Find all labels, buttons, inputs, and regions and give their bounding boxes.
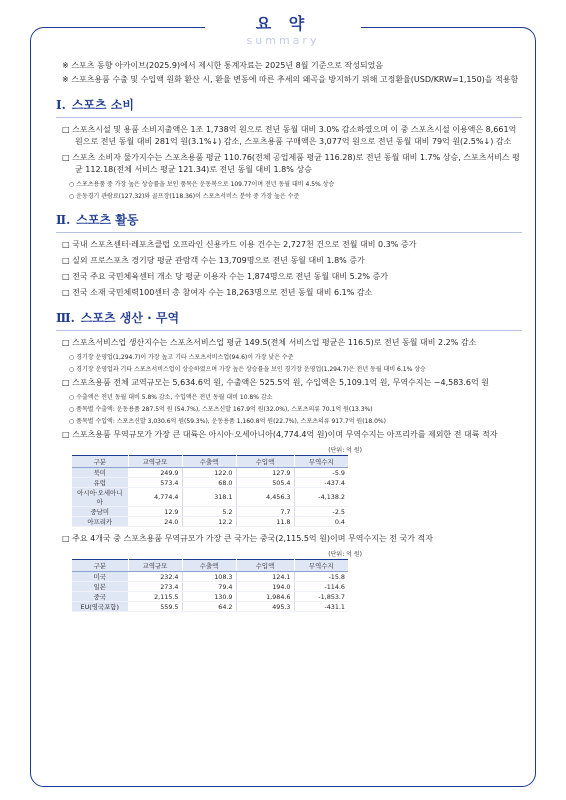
table-cell: 북미 — [72, 468, 128, 478]
page-subtitle: summary — [246, 34, 320, 47]
table-cell: 64.2 — [182, 602, 236, 612]
table-cell: -4,138.2 — [294, 488, 348, 507]
page-title: 요 약 — [255, 14, 311, 33]
table-row — [72, 572, 348, 582]
table-cell: 318.1 — [182, 488, 236, 507]
table-cell: 194.0 — [236, 582, 294, 592]
table-header-row — [72, 456, 348, 468]
table-row — [72, 517, 348, 527]
table-row — [72, 507, 348, 517]
table-row — [72, 468, 348, 478]
table-cell: 1,984.6 — [236, 592, 294, 602]
table-cell: 124.1 — [236, 572, 294, 582]
table-cell: 4,456.3 — [236, 488, 294, 507]
summary-subitem: ○ 품목별 수출액: 운동용품 287.5억 원 (54.7%), 스포츠신발 167.9억 원(32.0%), 스포츠의류 70.1억 원(13.3%) — [69, 406, 373, 413]
summary-subitem: ○ 경기장 운영업과 기타 스포츠서비스업이 상승하였으며 가장 높은 상승률을 보인 경기장 운영업(1,294.7)은 전년 동월 대비 6.1% 상승 — [69, 366, 426, 373]
country-trade-table — [72, 559, 348, 612]
table-header-row — [72, 560, 348, 572]
table-cell: 108.3 — [182, 572, 236, 582]
column-header: 수입액 — [236, 456, 294, 468]
table-row — [72, 582, 348, 592]
section-heading — [56, 96, 522, 118]
column-header: 구분 — [72, 560, 128, 572]
summary-item: □ 주요 4개국 중 스포츠용품 무역규모가 가장 큰 국가는 중국(2,115.5억 원)이며 무역수지는 전 국가 적자 — [62, 534, 433, 543]
table-cell: 아프리카 — [72, 517, 128, 527]
table-row — [72, 592, 348, 602]
summary-item: □ 스포츠서비스업 생산지수는 스포츠서비스업 평균 149.5(전체 서비스업 평균은 116.5)로 전년 동월 대비 2.2% 감소 — [62, 338, 477, 347]
note: ※ 스포츠용품 수출 및 수입액 원화 환산 시, 환율 변동에 따른 추세의 왜곡을 방지하기 위해 고정환율(USD/KRW=1,150)을 적용함 — [62, 75, 519, 84]
table-cell: 24.0 — [128, 517, 182, 527]
section-title: 스포츠 생산 · 무역 — [80, 311, 180, 325]
table-cell: 505.4 — [236, 478, 294, 488]
summary-content — [56, 60, 522, 618]
section-heading — [56, 211, 522, 233]
table-cell: 유럽 — [72, 478, 128, 488]
column-header: 수입액 — [236, 560, 294, 572]
summary-item: □ 국내 스포츠센터·레포츠클럽 오프라인 신용카드 이용 건수는 2,727천 건으로 전월 대비 0.3% 증가 — [62, 240, 417, 249]
table-cell: 5.2 — [182, 507, 236, 517]
table-cell: 122.0 — [182, 468, 236, 478]
table-cell: -15.8 — [294, 572, 348, 582]
table-cell: 일본 — [72, 582, 128, 592]
table-cell: 아시아·오세아니아 — [72, 488, 128, 507]
summary-subitem: ○ 품목별 수입액: 스포츠신발 3,030.6억 원(59.3%), 운동용품 1,160.8억 원(22.7%), 스포츠의류 917.7억 원(18.0%) — [69, 418, 386, 425]
table-cell: -114.6 — [294, 582, 348, 592]
summary-subitem: ○ 수출액은 전년 동월 대비 5.8% 감소, 수입액은 전년 동월 대비 10.8% 감소 — [69, 394, 273, 401]
table-cell: 4,774.4 — [128, 488, 182, 507]
table-cell: 12.9 — [128, 507, 182, 517]
table-cell: 0.4 — [294, 517, 348, 527]
summary-subitem: ○ 경기장 운영업(1,294.7)이 가장 높고 기타 스포츠서비스업(94.6)이 가장 낮은 수준 — [69, 354, 294, 361]
table-cell: 495.3 — [236, 602, 294, 612]
title-block — [205, 14, 361, 56]
summary-item: □ 스포츠 소비자 물가지수는 스포츠용품 평균 110.76(전체 공업제품 평균 116.28)로 전년 동월 대비 1.7% 상승, 스포츠서비스 평균 112.18(전체 서비스 평균 121.34)로 전년 동월 대비 1.8% 상승 — [62, 153, 520, 174]
column-header: 무역수지 — [294, 560, 348, 572]
table-cell: -437.4 — [294, 478, 348, 488]
table-cell: 7.7 — [236, 507, 294, 517]
summary-item: □ 전국 소재 국민체력100센터 총 참여자 수는 18,263명으로 전년 동월 대비 6.1% 감소 — [62, 288, 373, 297]
column-header: 무역수지 — [294, 456, 348, 468]
section-heading — [56, 309, 522, 331]
section-number: Ⅰ. — [56, 98, 66, 112]
table-cell: 중국 — [72, 592, 128, 602]
table-cell: 12.2 — [182, 517, 236, 527]
section-number: Ⅲ. — [56, 311, 75, 325]
table-unit: (단위: 억 원) — [328, 551, 362, 558]
column-header: 교역규모 — [128, 560, 182, 572]
table-cell: -1,853.7 — [294, 592, 348, 602]
table-cell: 2,115.5 — [128, 592, 182, 602]
summary-item: □ 스포츠용품 전체 교역규모는 5,634.6억 원, 수출액은 525.5억 원, 수입액은 5,109.1억 원, 무역수지는 −4,583.6억 원 — [62, 378, 490, 387]
table-row — [72, 602, 348, 612]
table-cell: 232.4 — [128, 572, 182, 582]
table-cell: -2.5 — [294, 507, 348, 517]
table-cell: 273.4 — [128, 582, 182, 592]
table-cell: 11.8 — [236, 517, 294, 527]
table-cell: EU(영국포함) — [72, 602, 128, 612]
table-cell: 79.4 — [182, 582, 236, 592]
table-cell: 130.9 — [182, 592, 236, 602]
table-cell: 중남미 — [72, 507, 128, 517]
table-cell: 249.9 — [128, 468, 182, 478]
summary-item: □ 스포츠용품 무역규모가 가장 큰 대륙은 아시아·오세아니아(4,774.4억 원)이며 무역수지는 아프리카를 제외한 전 대륙 적자 — [62, 430, 498, 439]
table-unit: (단위: 억 원) — [328, 447, 362, 454]
continent-trade-table — [72, 455, 348, 527]
table-cell: -5.9 — [294, 468, 348, 478]
summary-item: □ 실외 프로스포츠 경기당 평균 관람객 수는 13,709명으로 전년 동월 대비 1.8% 증가 — [62, 256, 365, 265]
table-cell: -431.1 — [294, 602, 348, 612]
summary-item: □ 스포츠시설 및 용품 소비지출액은 1조 1,738억 원으로 전년 동월 대비 3.0% 감소하였으며 이 중 스포츠시설 이용액은 8,661억 원으로 전년 동월 대비 281억 원(3.1%↓) 감소, 스포츠용품 구매액은 3,077억 원으로 전년 동월 대비 79억 원(2.5%↓) 감소 — [62, 125, 517, 146]
summary-subitem: ○ 스포츠용품 중 가장 높은 상승률을 보인 품목은 운동복으로 109.77이며 전년 동월 대비 4.5% 상승 — [69, 181, 335, 188]
section-number: Ⅱ. — [56, 213, 71, 227]
table-row — [72, 488, 348, 507]
section-title: 스포츠 소비 — [71, 98, 134, 112]
table-cell: 미국 — [72, 572, 128, 582]
table-row — [72, 478, 348, 488]
table-cell: 68.0 — [182, 478, 236, 488]
table-cell: 127.9 — [236, 468, 294, 478]
column-header: 교역규모 — [128, 456, 182, 468]
column-header: 수출액 — [182, 560, 236, 572]
column-header: 구분 — [72, 456, 128, 468]
note: ※ 스포츠 동향 아카이브(2025.9)에서 제시한 통계자료는 2025년 8월 기준으로 작성되었음 — [62, 61, 384, 70]
section-title: 스포츠 활동 — [76, 213, 139, 227]
table-cell: 573.4 — [128, 478, 182, 488]
column-header: 수출액 — [182, 456, 236, 468]
table-cell: 559.5 — [128, 602, 182, 612]
summary-subitem: ○ 운동경기 관람료(127.32)와 골프장(118.36)이 스포츠서비스 분야 중 가장 높은 수준 — [69, 193, 300, 200]
summary-item: □ 전국 주요 국민체육센터 개소 당 평균 이용자 수는 1,874명으로 전년 동월 대비 5.2% 증가 — [62, 272, 388, 281]
